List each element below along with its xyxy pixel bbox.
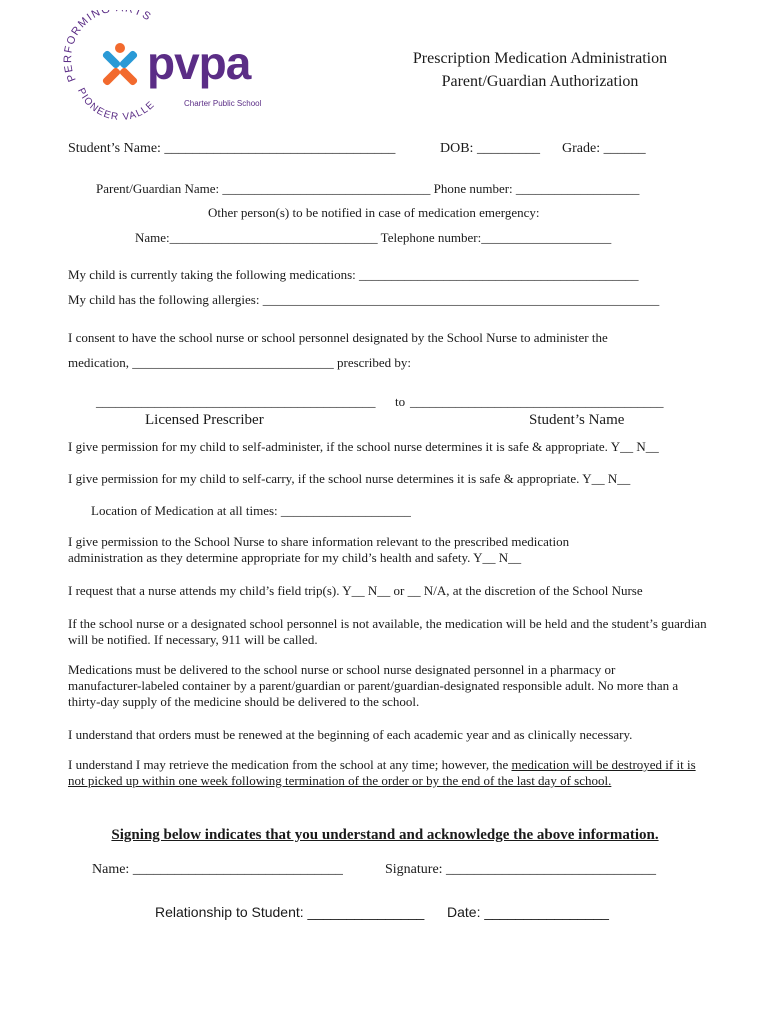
to-word: to [395,394,406,409]
licensed-prescriber-label: Licensed Prescriber [145,412,264,428]
signer-name-field[interactable]: Name: ______________________________ [92,862,343,877]
medication-location-field[interactable]: Location of Medication at all times: ____________________ [91,503,411,518]
current-medications-field[interactable]: My child is currently taking the following medications: ___________________________________________ [68,267,639,282]
date-field[interactable]: Date: ________________ [447,904,609,920]
retrieve-text-plain: I understand I may retrieve the medication from the school at any time; however, the [68,757,512,772]
emergency-contact-field[interactable]: Name:________________________________ Telephone number:____________________ [135,230,612,245]
share-info-permission[interactable]: I give permission to the School Nurse to share information relevant to the prescribed medication administration as they determine appropriate for my child’s health and safety. Y__ N__ [68,534,570,565]
allergies-field[interactable]: My child has the following allergies: _____________________________________________________________ [68,292,660,307]
logo-subtitle: Charter Public School [184,99,262,108]
grade-field[interactable]: Grade: ______ [562,141,646,156]
medication-field[interactable]: medication, _______________________________ prescribed by: [68,355,412,370]
self-carry-permission[interactable]: I give permission for my child to self-carry, if the school nurse determines it is safe & appropriate. Y__ N__ [68,471,631,486]
signature-field[interactable]: Signature: ______________________________ [385,862,657,877]
svg-text:PERFORMING ARTS [62,10,154,83]
delivery-text: Medications must be delivered to the school nurse or school nurse designated personnel in a pharmacy or manufacturer-labeled container by a parent/guardian or parent/guardian-designated responsible adult. No more than a thirty-day supply of the medicine should be delivered to the school. [68,662,679,709]
renewal-text: I understand that orders must be renewed at the beginning of each academic year and as clinically necessary. [68,727,633,742]
retrieve-text [68,757,708,789]
relationship-field[interactable]: Relationship to Student: _______________ [155,904,425,920]
form-title-line1: Prescription Medication Administration [412,50,668,67]
student-name-blank[interactable]: _______________________________________ [410,394,664,409]
self-administer-permission[interactable]: I give permission for my child to self-administer, if the school nurse determines it is safe & appropriate. Y__ N__ [68,439,659,454]
pvpa-logo [62,10,272,120]
parent-guardian-field[interactable]: Parent/Guardian Name: ________________________________ Phone number: ___________________ [96,181,640,196]
student-name-label: Student’s Name [529,412,625,428]
consent-text-line1: I consent to have the school nurse or school personnel designated by the School Nurse to administer the [68,330,608,345]
prescriber-blank[interactable]: ___________________________________________ [96,394,376,409]
logo-wordmark: pvpa [147,37,251,89]
emergency-contact-label: Other person(s) to be notified in case of medication emergency: [208,205,540,220]
student-name-field[interactable]: Student’s Name: _________________________________ [68,141,396,156]
logo-arc-text-bottom: PIONEER VALLE [75,86,158,120]
signature-heading: Signing below indicates that you understand and acknowledge the above information. [111,827,659,843]
nurse-unavailable-text: If the school nurse or a designated school personnel is not available, the medication will be held and the student’s guardian will be notified. If necessary, 911 will be called. [68,616,707,647]
field-trip-request[interactable]: I request that a nurse attends my child’s field trip(s). Y__ N__ or __ N/A, at the discretion of the School Nurse [68,583,643,598]
dob-field[interactable]: DOB: _________ [440,141,540,156]
form-title-line2: Parent/Guardian Authorization [441,73,639,90]
retrieve-text-underlined: medication will be destroyed if it is not picked up within one week following termination of the order or by the end of the last day of school. [68,757,696,788]
logo-arc-text: PERFORMIN TS [62,10,154,84]
